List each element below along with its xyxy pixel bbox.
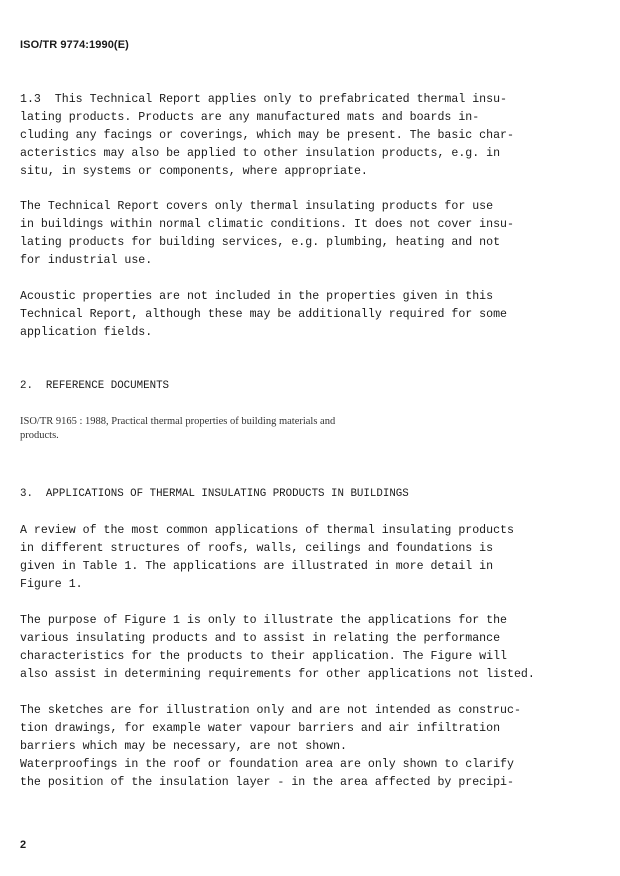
text-line: the position of the insulation layer - in the area affected by precipi- (20, 776, 514, 789)
text-line: The sketches are for illustration only and are not intended as construc- (20, 704, 521, 717)
text-line: lating products for building services, e.g. plumbing, heating and not (20, 236, 501, 249)
text-line: A review of the most common applications of thermal insulating products (20, 524, 514, 537)
paragraph-scope-acoustic (20, 288, 507, 342)
text-line: Figure 1. (20, 578, 83, 591)
paragraph-review (20, 522, 514, 594)
text-line: characteristics for the products to their application. The Figure will (20, 650, 508, 663)
paragraph-purpose (20, 612, 535, 684)
page-number: 2 (20, 839, 27, 851)
document-id-header: ISO/TR 9774:1990(E) (20, 39, 129, 51)
paragraph-sketches (20, 702, 521, 792)
text-line: Technical Report, although these may be additionally required for some (20, 308, 508, 321)
text-line: acteristics may also be applied to other insulation products, e.g. in (20, 147, 501, 160)
text-line: 1.3 This Technical Report applies only to prefabricated thermal insu- (20, 93, 508, 106)
text-line: also assist in determining requirements for other applications not listed. (20, 668, 535, 681)
text-line: in different structures of roofs, walls, ceilings and foundations is (20, 542, 494, 555)
text-line: tion drawings, for example water vapour barriers and air infiltration (20, 722, 501, 735)
section-2-heading: 2. REFERENCE DOCUMENTS (20, 380, 170, 392)
reference-line: ISO/TR 9165 : 1988, Practical thermal properties of building materials and (20, 416, 336, 427)
text-line: cluding any facings or coverings, which may be present. The basic char- (20, 129, 514, 142)
section-3-heading: 3. APPLICATIONS OF THERMAL INSULATING PRODUCTS IN BUILDINGS (20, 488, 409, 500)
text-line: The Technical Report covers only thermal insulating products for use (20, 200, 494, 213)
text-line: The purpose of Figure 1 is only to illustrate the applications for the (20, 614, 508, 627)
text-line: in buildings within normal climatic conditions. It does not cover insu- (20, 218, 514, 231)
text-line: for industrial use. (20, 254, 153, 267)
text-line: lating products. Products are any manufactured mats and boards in- (20, 111, 480, 124)
text-line: given in Table 1. The applications are illustrated in more detail in (20, 560, 494, 573)
text-line: various insulating products and to assist in relating the performance (20, 632, 501, 645)
paragraph-scope-1-3 (20, 91, 514, 181)
paragraph-scope-buildings (20, 198, 514, 270)
text-line: application fields. (20, 326, 153, 339)
text-line: situ, in systems or components, where appropriate. (20, 165, 368, 178)
reference-line: products. (20, 430, 59, 441)
text-line: Acoustic properties are not included in the properties given in this (20, 290, 494, 303)
text-line: barriers which may be necessary, are not shown. (20, 740, 347, 753)
reference-document (20, 415, 335, 443)
text-line: Waterproofings in the roof or foundation area are only shown to clarify (20, 758, 514, 771)
